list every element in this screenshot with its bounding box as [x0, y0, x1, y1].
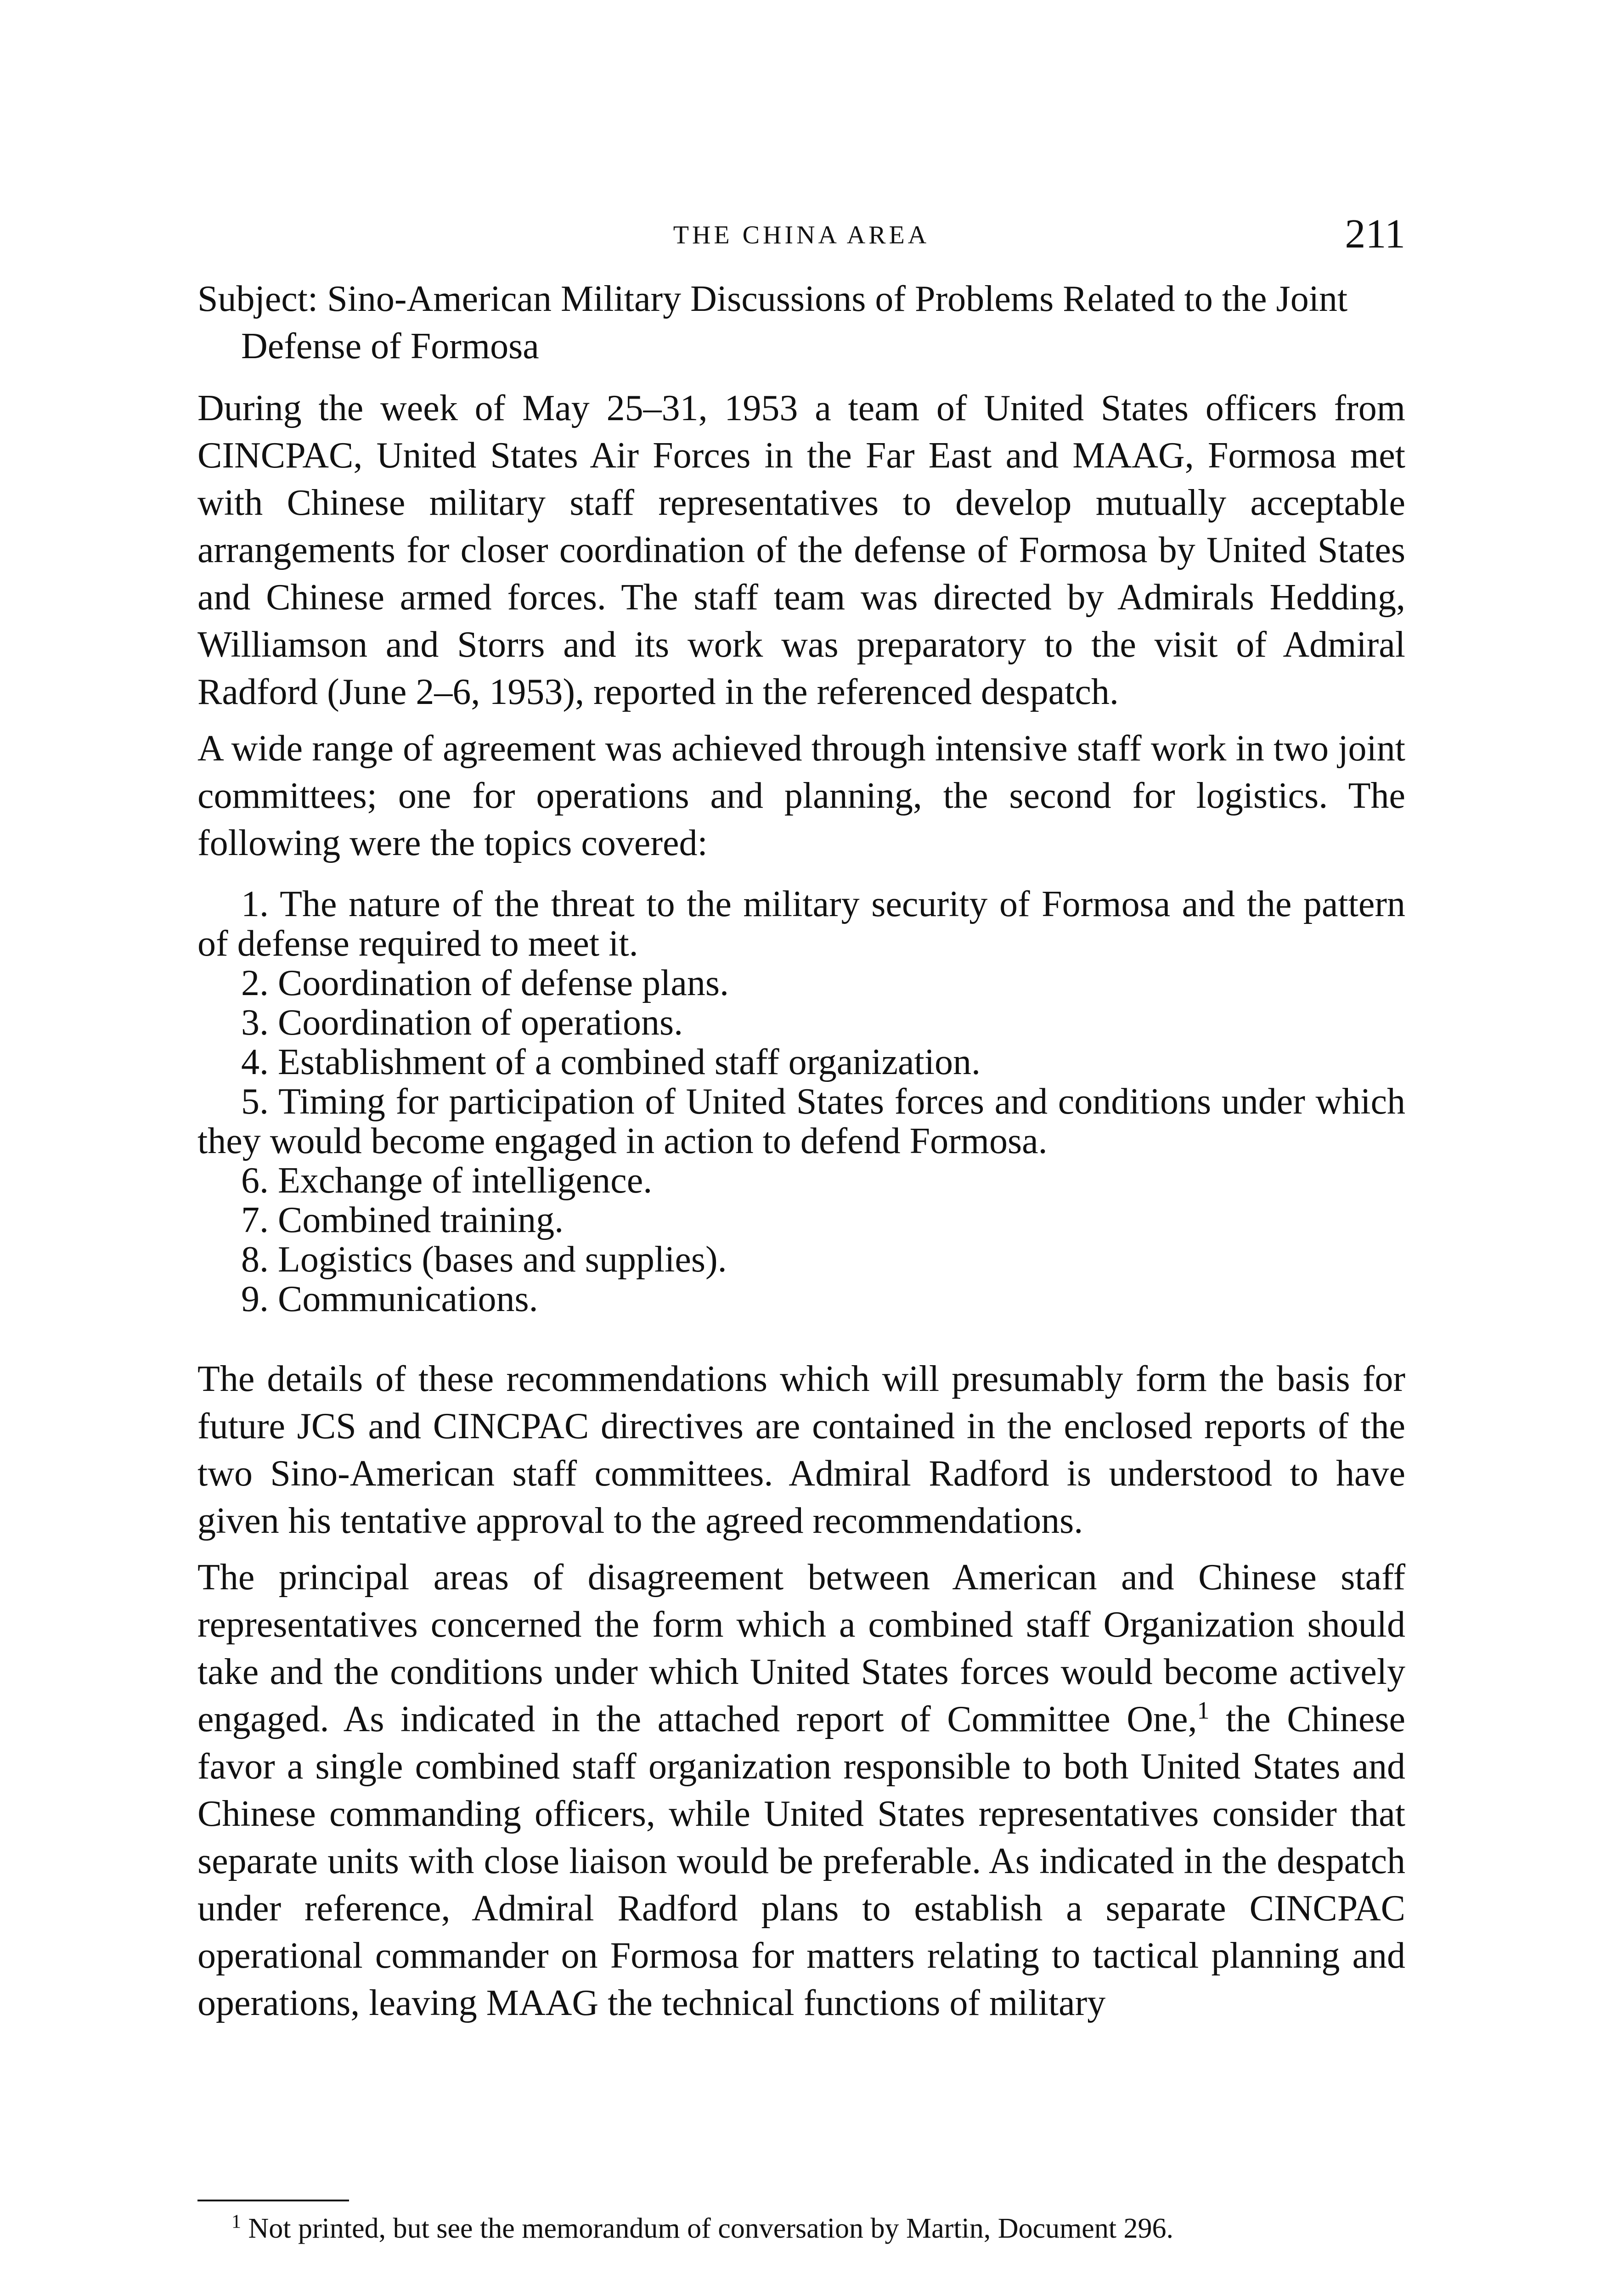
topic-item-3 — [197, 1003, 1405, 1042]
footnote — [197, 2211, 1405, 2246]
body-text — [197, 276, 1405, 2036]
paragraph-4 — [197, 1554, 1405, 2027]
paragraph-4-text-end: the Chinese favor a single combined staff organization responsible to both United States and Chinese commanding officers, while United States representatives consider that separate units with close liaison would be preferable. As indicated in the despatch under reference, Admiral Radford plans to establish a separate CINCPAC operational commander on Formosa for matters relating to tactical planning and operations, leaving MAAG the technical functions of military — [197, 1699, 1406, 2023]
list-spacer — [197, 1319, 1405, 1356]
topic-text: Logistics (bases and supplies). — [278, 1239, 727, 1280]
document-page — [197, 197, 1405, 2296]
page-number: 211 — [1345, 211, 1405, 257]
topic-item-7 — [197, 1200, 1405, 1240]
topic-item-9 — [197, 1279, 1405, 1319]
footnote-area — [197, 2200, 1405, 2246]
running-title: THE CHINA AREA — [673, 221, 930, 249]
footnote-reference[interactable]: 1 — [1197, 1696, 1210, 1724]
topic-text: Coordination of defense plans. — [278, 963, 729, 1003]
topic-text: Combined training. — [278, 1200, 564, 1240]
topic-number: 1. — [241, 884, 269, 924]
topic-number: 8. — [241, 1239, 269, 1280]
paragraph-4-text-start: The principal areas of disagreement between American and Chinese staff representatives concerned the form which a combined staff Organization should take and the conditions under which United States forces would become actively engaged. As indicated in the attached report of Committee One, — [197, 1557, 1405, 1739]
topic-number: 7. — [241, 1200, 269, 1240]
running-head — [197, 197, 1405, 257]
topic-list — [197, 884, 1405, 1319]
topic-number: 4. — [241, 1042, 269, 1082]
footnote-text: Not printed, but see the memorandum of conversation by Martin, Document 296. — [248, 2213, 1174, 2244]
topic-item-5 — [197, 1082, 1405, 1161]
footnote-marker: 1 — [231, 2211, 241, 2233]
topic-number: 2. — [241, 963, 269, 1003]
footnote-divider — [197, 2200, 349, 2201]
topic-text: Exchange of intelligence. — [278, 1160, 653, 1201]
topic-item-4 — [197, 1042, 1405, 1082]
topic-item-2 — [197, 963, 1405, 1003]
topic-text: Timing for participation of United States forces and conditions under which they would become engaged in action to defend Formosa. — [197, 1081, 1405, 1161]
topic-number: 5. — [241, 1081, 269, 1122]
topic-text: Communications. — [278, 1279, 538, 1319]
topic-item-6 — [197, 1161, 1405, 1200]
topic-item-8 — [197, 1240, 1405, 1279]
topic-text: The nature of the threat to the military security of Formosa and the pattern of defense required to meet it. — [197, 884, 1405, 964]
topic-text: Coordination of operations. — [278, 1002, 683, 1043]
topic-number: 9. — [241, 1279, 269, 1319]
topic-number: 6. — [241, 1160, 269, 1201]
paragraph-3: The details of these recommendations which will presumably form the basis for future JCS and CINCPAC directives are contained in the enclosed reports of the two Sino-American staff committees. Admiral Radford is understood to have given his tentative approval to the agreed recommendations. — [197, 1359, 1405, 1541]
topic-number: 3. — [241, 1002, 269, 1043]
paragraph-2: A wide range of agreement was achieved through intensive staff work in two joint committees; one for operations and planning, the second for logistics. The following were the topics covered: — [197, 728, 1405, 863]
paragraph-1: During the week of May 25–31, 1953 a team of United States officers from CINCPAC, United States Air Forces in the Far East and MAAG, Formosa met with Chinese military staff representatives to develop mutually acceptable arrangements for closer coordination of the defense of Formosa by United States and Chinese armed forces. The staff team was directed by Admirals Hedding, Williamson and Storrs and its work was preparatory to the visit of Admiral Radford (June 2–6, 1953), reported in the referenced despatch. — [197, 388, 1405, 712]
topic-item-1 — [197, 884, 1405, 963]
subject-line: Subject: Sino-American Military Discussions of Problems Related to the Joint Defense of Formosa — [197, 279, 1348, 366]
topic-text: Establishment of a combined staff organization. — [278, 1042, 981, 1082]
